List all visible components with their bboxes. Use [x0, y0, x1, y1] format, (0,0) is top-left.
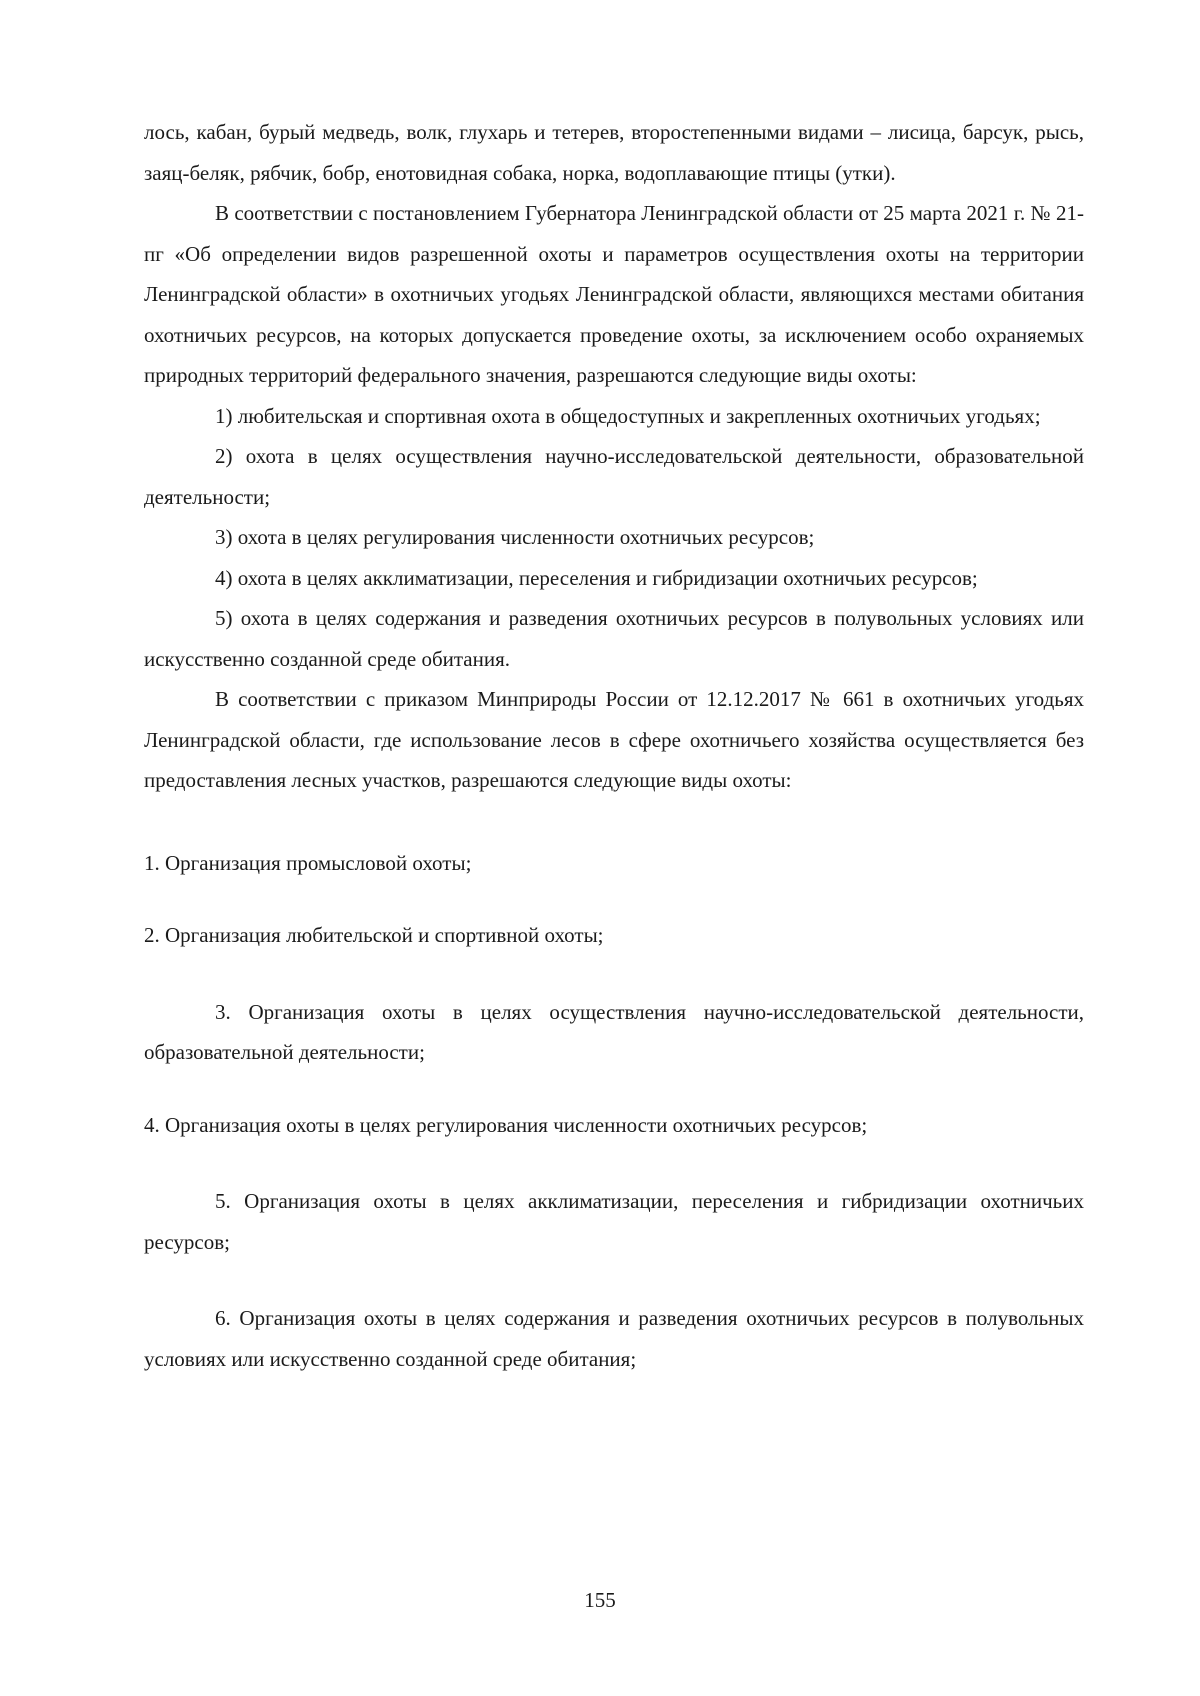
list-item-3: 3. Организация охоты в целях осуществления научно-исследовательской деятельности, образовательной деятельности;: [144, 999, 1084, 1064]
paragraph-hunting-type-5: 5) охота в целях содержания и разведения охотничьих ресурсов в полувольных условиях или искусственно созданной среде обитания.: [144, 606, 1084, 671]
list-item-5: 5. Организация охоты в целях акклиматизации, переселения и гибридизации охотничьих ресурсов;: [144, 1189, 1084, 1254]
list-item-4: 4. Организация охоты в целях регулирования численности охотничьих ресурсов;: [144, 1112, 868, 1137]
paragraph-hunting-type-4: 4) охота в целях акклиматизации, переселения и гибридизации охотничьих ресурсов;: [215, 565, 978, 590]
paragraph-hunting-type-2: 2) охота в целях осуществления научно-исследовательской деятельности, образовательной деятельности;: [144, 444, 1084, 509]
page-number: 155: [584, 1588, 616, 1612]
paragraph-hunting-type-3: 3) охота в целях регулирования численности охотничьих ресурсов;: [215, 525, 815, 549]
paragraph-ministry-order: В соответствии с приказом Минприроды России от 12.12.2017 № 661 в охотничьих угодьях Ленинградской области, где использование лесов в сфере охотничьего хозяйства осуществляется без предоставления лесных участков, разрешаются следующие виды охоты:: [144, 687, 1084, 792]
list-item-1: 1. Организация промысловой охоты;: [144, 850, 472, 875]
list-item-6: 6. Организация охоты в целях содержания и разведения охотничьих ресурсов в полувольных условиях или искусственно созданной среде обитания;: [144, 1306, 1084, 1371]
body-text: [144, 112, 1084, 1379]
paragraph-hunting-type-1: 1) любительская и спортивная охота в общедоступных и закрепленных охотничьих угодьях;: [215, 403, 1041, 428]
paragraph-governor-decree: В соответствии с постановлением Губернатора Ленинградской области от 25 марта 2021 г. № 21-пг «Об определении видов разрешенной охоты и параметров осуществления охоты на территории Ленинградской области» в охотничьих угодьях Ленинградской области, являющихся местами обитания охотничьих ресурсов, на которых допускается проведение охоты, за исключением особо охраняемых природных территорий федерального значения, разрешаются следующие виды охоты:: [144, 201, 1084, 387]
list-item-2: 2. Организация любительской и спортивной охоты;: [144, 923, 604, 947]
paragraph-continuation: лось, кабан, бурый медведь, волк, глухарь и тетерев, второстепенными видами – лисица, барсук, рысь, заяц-беляк, рябчик, бобр, енотовидная собака, норка, водоплавающие птицы (утки).: [144, 120, 1084, 185]
